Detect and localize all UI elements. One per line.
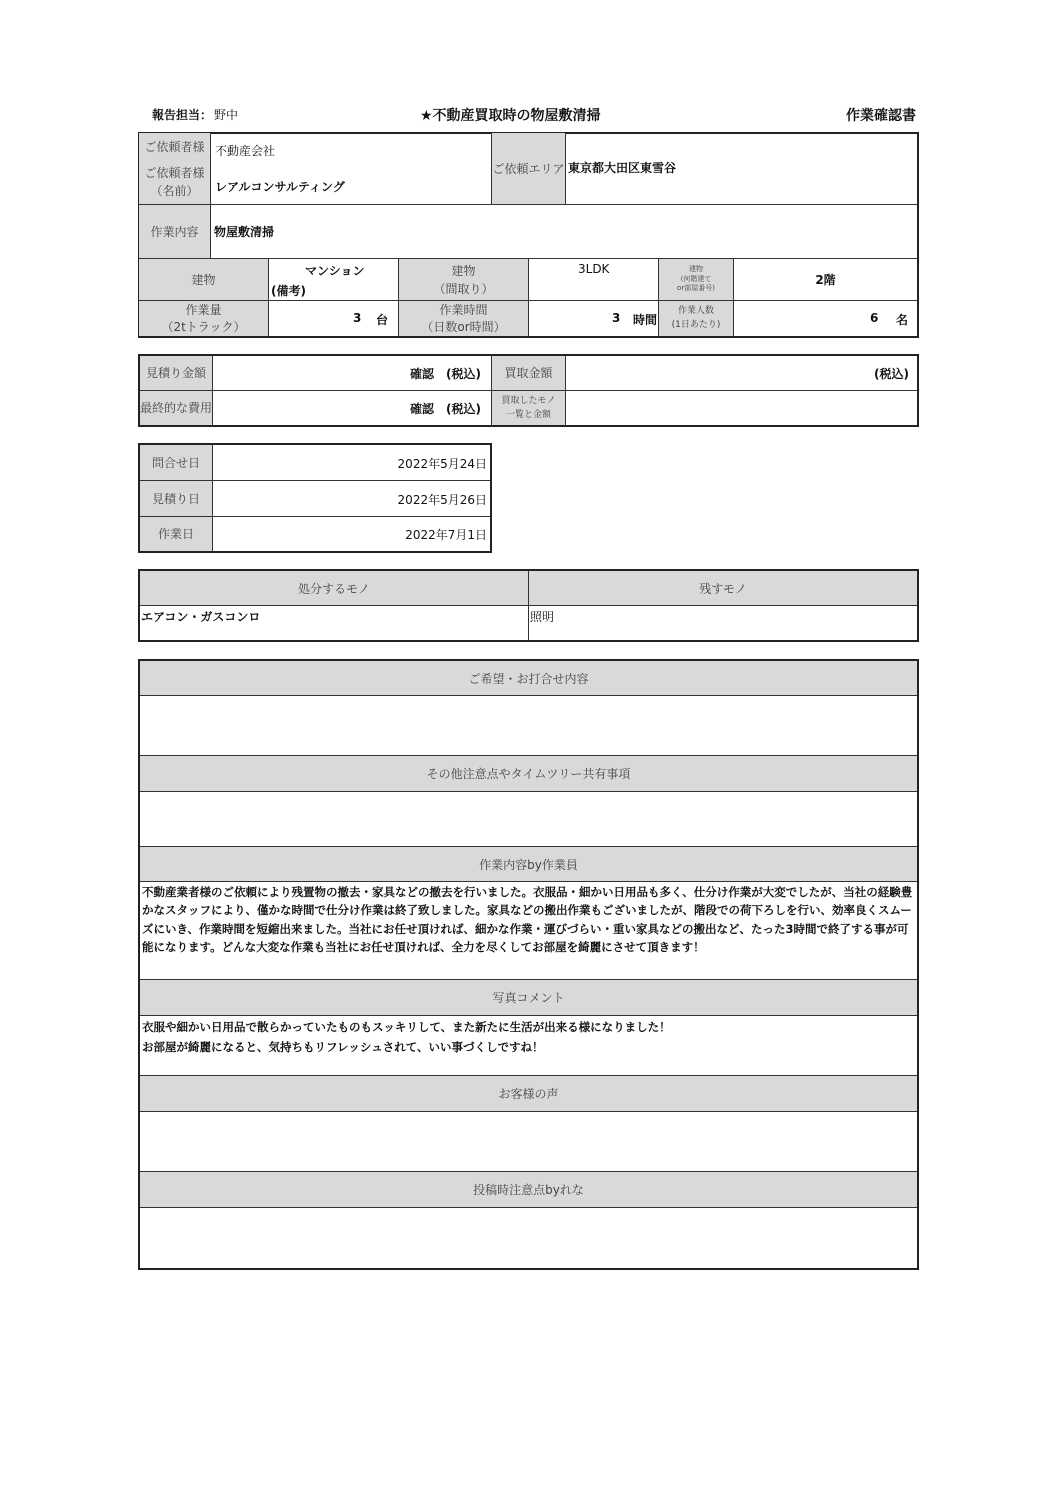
floor-value-cell (734, 259, 917, 301)
purchased-items-label-sub: 一覧と金額 (505, 410, 551, 420)
photo-comment-line-2: お部屋が綺麗になると、気持ちもリフレッシュされて、いい事づくしですね！ (142, 1040, 544, 1055)
purchased-items-value-cell (566, 391, 917, 425)
estimate-label-cell (140, 356, 213, 391)
area-label: ご依頼エリア (492, 161, 565, 176)
reporter-label: 報告担当： (152, 108, 213, 122)
work-amount-value: 3 (353, 311, 362, 325)
photo-comment-body (140, 1016, 917, 1076)
keep-label: 残すモノ (699, 581, 747, 596)
dispose-value-cell (140, 606, 529, 640)
document-title: ★不動産買取時の物屋敷清掃 (420, 108, 601, 124)
photo-comment-header (140, 980, 917, 1016)
final-cost-value-cell (213, 391, 492, 425)
layout-label-sub: （間取り） (433, 281, 494, 296)
dispose-header (140, 571, 529, 606)
client-name-label: ご依頼者様 (144, 165, 205, 180)
posting-notes-label: 投稿時注意点byれな (473, 1183, 584, 1197)
purchase-label: 買取金額 (504, 366, 553, 380)
final-cost-value: 確認 (税込) (410, 402, 481, 416)
area-value: 東京都大田区東雪谷 (568, 161, 677, 175)
work-people-label-cell (659, 301, 734, 336)
posting-notes-header (140, 1172, 917, 1208)
keep-header (529, 571, 917, 606)
photo-comment-line-1: 衣服や細かい日用品で散らかっていたものもスッキリして、また新たに生活が出来る様になりました！ (142, 1020, 671, 1034)
area-value-cell (566, 133, 917, 205)
work-date-value: 2022年7月1日 (405, 528, 487, 542)
client-label: ご依頼者様 (144, 139, 205, 154)
building-type-value: マンション (305, 264, 365, 278)
final-cost-label-cell (140, 391, 213, 425)
photo-comment-label: 写真コメント (492, 991, 565, 1005)
estimate-label: 見積り金額 (145, 366, 206, 380)
purchase-label-cell (492, 356, 566, 391)
staff-report-header (140, 847, 917, 882)
work-date-label-cell (140, 517, 213, 551)
area-label-cell (492, 133, 566, 205)
purchase-value-cell (566, 356, 917, 391)
purchased-items-label: 買取したモノ (501, 395, 556, 406)
floor-label-sub2: or部屋番号) (677, 284, 715, 293)
client-name-value: レアルコンサルティング (215, 180, 345, 194)
work-people-cell (734, 301, 917, 336)
work-time-label: 作業時間 (439, 302, 488, 317)
estimate-date-label: 見積り日 (151, 491, 200, 506)
document-type: 作業確認書 (846, 108, 916, 124)
final-cost-label: 最終的な費用 (140, 401, 213, 415)
posting-notes-body (140, 1208, 917, 1268)
estimate-date-label-cell (140, 481, 213, 517)
work-time-label-cell (399, 301, 529, 336)
client-name-label-sub: （名前） (150, 183, 199, 198)
customer-voice-header (140, 1076, 917, 1112)
work-date-label: 作業日 (157, 527, 194, 541)
purchase-value: (税込) (874, 367, 909, 381)
request-body (140, 696, 917, 756)
estimate-date-value: 2022年5月26日 (397, 493, 487, 507)
customer-voice-label: お客様の声 (498, 1087, 559, 1101)
floor-value: 2階 (815, 272, 836, 287)
work-people-label: 作業人数 (677, 306, 714, 316)
work-time-cell (529, 301, 659, 336)
work-amount-label: 作業量 (185, 302, 222, 317)
customer-voice-body (140, 1112, 917, 1172)
work-content-value-cell (211, 205, 917, 259)
notes-header (140, 756, 917, 792)
dispose-label: 処分するモノ (298, 581, 370, 596)
work-date-cell (213, 517, 490, 551)
client-value-cell (211, 133, 492, 205)
purchased-items-label-cell (492, 391, 566, 425)
work-content-label-cell (139, 205, 211, 259)
work-amount-label-cell (139, 301, 269, 336)
reporter-name: 野中 (214, 108, 239, 122)
floor-label: 建物 (689, 264, 703, 273)
inquiry-date-value: 2022年5月24日 (397, 457, 487, 471)
inquiry-date-cell (213, 445, 490, 481)
dispose-value: エアコン・ガスコンロ (141, 610, 261, 624)
work-time-value: 3 (612, 311, 621, 325)
request-label: ご希望・お打合せ内容 (468, 671, 589, 686)
building-label: 建物 (191, 272, 216, 287)
layout-value-cell (529, 259, 659, 301)
staff-report-value: 不動産業者様のご依頼により残置物の撤去・家具などの撤去を行いました。衣服品・細かい日用品も多く、仕分け作業が大変でしたが、当社の経験豊かなスタッフにより、僅かな時間で仕分け作業は終了致しました。家具などの搬出作業もございましたが、階段での荷下ろしを行い、効率良くスムーズにいき、作業時間を短縮出来ました。当社にお任せ頂ければ、細かな作業・運びづらい・重い家具などの搬出など、たった3時間で終了する事が可能になります。どんな大変な作業も当社にお任せ頂ければ、全力を尽くしてお部屋を綺麗にさせて頂きます！ (142, 885, 913, 955)
client-label-cell (139, 133, 211, 205)
staff-report-body (140, 882, 917, 980)
building-label-cell (139, 259, 269, 301)
work-time-unit: 時間 (633, 313, 658, 327)
inquiry-date-label: 問合せ日 (151, 455, 200, 470)
floor-label-sub: (何階建て (680, 274, 712, 283)
notes-body (140, 792, 917, 847)
notes-label: その他注意点やタイムツリー共有事項 (426, 767, 631, 781)
work-time-label-sub: （日数or時間） (421, 319, 506, 334)
keep-value-cell (529, 606, 917, 640)
work-people-label-sub: (1日あたり) (671, 319, 721, 330)
estimate-value: 確認 (税込) (410, 367, 481, 381)
floor-label-cell (659, 259, 734, 301)
work-content-label: 作業内容 (150, 224, 199, 239)
work-amount-cell (269, 301, 399, 336)
work-amount-unit: 台 (376, 313, 389, 327)
work-content-value: 物屋敷清掃 (214, 225, 275, 239)
client-value: 不動産会社 (215, 144, 276, 158)
work-people-value: 6 (870, 311, 879, 325)
layout-label-cell (399, 259, 529, 301)
layout-label: 建物 (451, 263, 476, 278)
work-people-unit: 名 (896, 313, 909, 327)
estimate-date-cell (213, 481, 490, 517)
estimate-value-cell (213, 356, 492, 391)
building-type-cell (269, 259, 399, 301)
request-header (140, 661, 917, 696)
keep-value: 照明 (530, 610, 555, 624)
inquiry-date-label-cell (140, 445, 213, 481)
staff-report-label: 作業内容by作業員 (479, 857, 578, 872)
building-note-label: (備考) (271, 284, 306, 298)
layout-value: 3LDK (578, 262, 610, 276)
work-amount-label-sub: （2tトラック） (161, 319, 246, 334)
